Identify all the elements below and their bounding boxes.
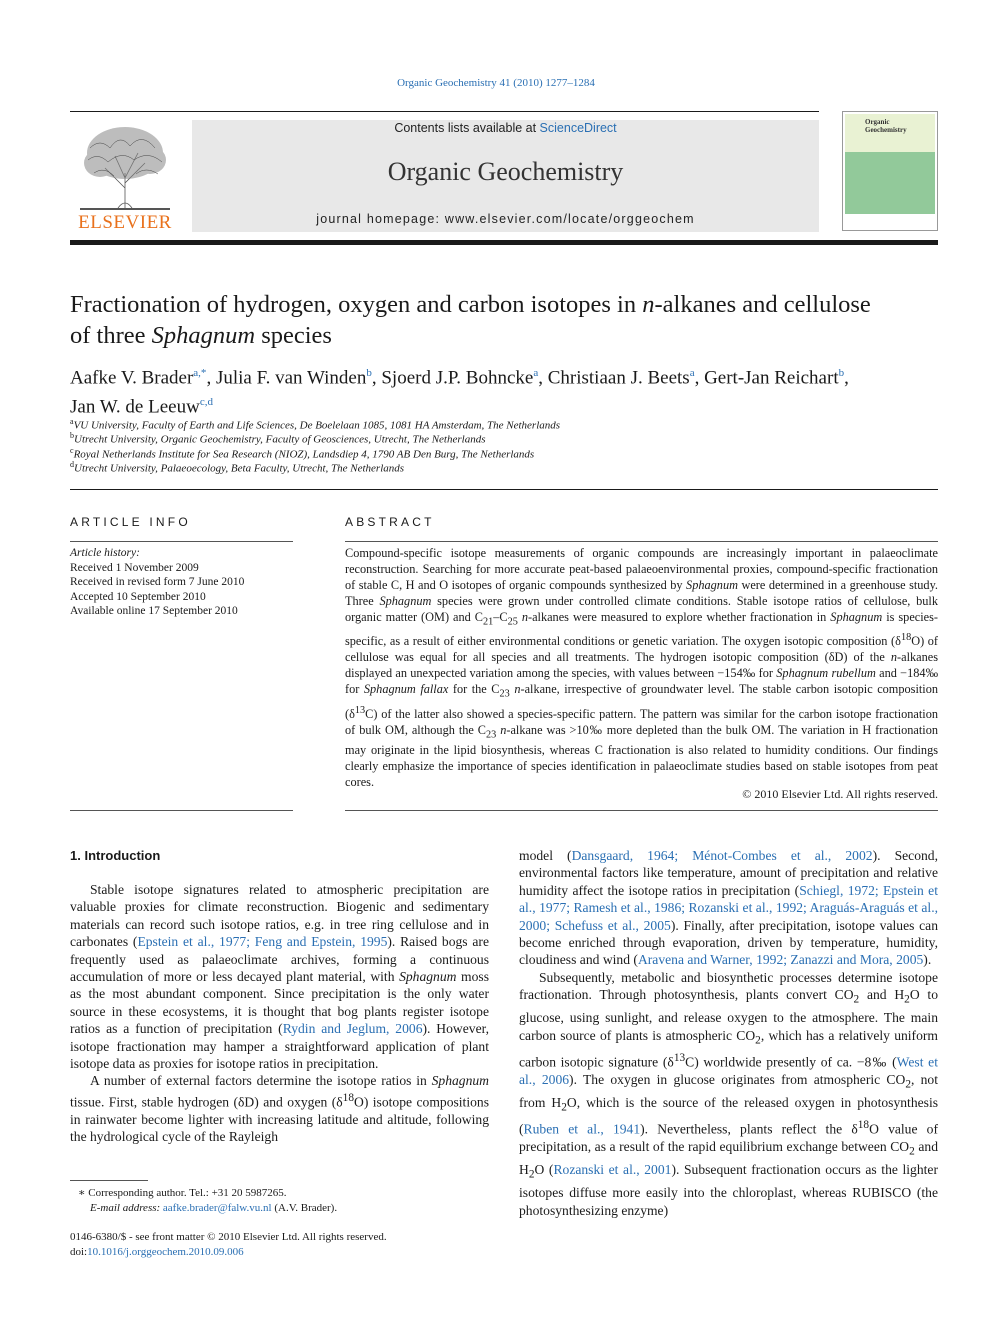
cover-title: Organic Geochemistry	[865, 118, 907, 134]
author-name[interactable]: Jan W. de Leeuw	[70, 396, 200, 418]
article-info-heading: ARTICLE INFO	[70, 515, 191, 529]
doi-link[interactable]: 10.1016/j.orggeochem.2010.09.006	[87, 1245, 244, 1258]
abstract-bottom-rule	[345, 810, 938, 811]
author-name[interactable]: Gert-Jan Reichart	[704, 367, 839, 389]
article-history: Article history: Received 1 November 2009 Received in revised form 7 June 2010 Accepted 10 September 2010 Available online 17 September 2010	[70, 547, 245, 618]
citation-link[interactable]: Dansgaard, 1964; Ménot-Combes et al., 2002	[571, 848, 873, 863]
abstract-heading: ABSTRACT	[345, 515, 435, 529]
paragraph: A number of external factors determine the isotope ratios in Sphagnum tissue. First, stable hydrogen (δD) and oxygen $(\delta^{18}O)$ isotope compositions in rainwater become lighter with increasing latitude and altitude, following the hydrological cycle of the Rayleigh	[70, 1073, 489, 1145]
abstract-body: Compound-specific isotope measurements of organic compounds are increasingly important in palaeoclimate reconstruction. Searching for more accurate peat-based palaeoenvironmental proxies, compound-specific fractionation of stable C, H and O isotopes of organic compounds synthesized by Sphagnum were determined in a greenhouse study. Three Sphagnum species were grown under controlled climate conditions. Stable isotope ratios of cellulose, bulk organic matter (OM) and $C_{21}-C_{25}$ n-alkanes were measured to explore whether fractionation in Sphagnum is species-specific, as a result of either environmental conditions or genetic variation. The oxygen isotopic composition $(\delta^{18}O)$ of cellulose was equal for all species and all treatments. The hydrogen isotopic composition (δD) of the n-alkanes displayed an unexpected variation among the species, with values between −154‰ for Sphagnum rubellum and −184‰ for Sphagnum fallax for the $C_{23}$ n-alkane, irrespective of groundwater level. The stable carbon isotopic composition $(\delta^{13}C)$ of the latter also showed a species-specific pattern. The pattern was similar for the carbon isotope fractionation of bulk OM, although the $C_{23}$ n-alkane was >10‰ more depleted than the bulk OM. The variation in H fractionation may originate in the lipid biosynthesis, whereas C fractionation is also related to humidity conditions. Our findings clearly emphasize the importance of species identification in palaeoclimate studies based on stable isotopes from peat cores.	[345, 546, 939, 789]
author-name[interactable]: Christiaan J. Beets	[547, 367, 690, 389]
citation-link[interactable]: West et al., 2006	[519, 1054, 938, 1087]
header-rule	[70, 240, 938, 245]
citation-link[interactable]: Rozanski et al., 2001	[553, 1162, 672, 1178]
paragraph: model (Dansgaard, 1964; Ménot-Combes et al., 2002). Second, environmental factors like temperature, amount of precipitation and relative humidity affect the isotope ratios in precipitation (Schiegl, 1972; Epstein et al., 1977; Ramesh et al., 1986; Rozanski et al., 1992; Araguás-Araguás et al., 2000; Schefuss et al., 2005). Finally, after precipitation, isotope values can become enriched through evaporation, driven by temperature, humidity, cloudiness and wind (Aravena and Warner, 1992; Zanazzi and Mora, 2005).	[519, 848, 938, 968]
affiliation: $^a$VU University, Faculty of Earth and Life Sciences, De Boelelaan 1085, 1081 HA Amsterdam, The Netherlands	[70, 417, 561, 432]
cover-header	[845, 114, 935, 152]
citation-link[interactable]: Rydin and Jeglum, 2006	[282, 1021, 423, 1037]
contents-availability: Contents lists available at ScienceDirect	[394, 121, 617, 135]
paragraph: Subsequently, metabolic and biosynthetic processes determine isotope fractionation. Through photosynthesis, plants convert $CO_2$ and $H_2O$ to glucose, using sunlight, and release oxygen to the atmosphere. The main carbon source of plants is atmospheric $CO_2$, which has a relatively uniform carbon isotopic signature $(\delta^{13}C)$ worldwide presently of ca. −8‰ (West et al., 2006). The oxygen in glucose originates from atmospheric $CO_2$, not from $H_2O$, which is the source of the released oxygen in photosynthesis (Ruben et al., 1941). Nevertheless, plants reflect the $\delta^{18}O$ value of precipitation, as a result of the rapid equilibrium exchange between $CO_2$ and $H_2O$ (Rozanski et al., 2001). Subsequent fractionation occurs as the lighter isotopes diffuse more easily into the chloroplast, whereas RUBISCO (the photosynthesizing enzyme)	[519, 969, 939, 1218]
top-divider	[70, 111, 819, 112]
footnote-rule	[70, 1180, 148, 1181]
journal-title: Organic Geochemistry	[387, 157, 624, 186]
citation-link[interactable]: Ruben et al., 1941	[523, 1121, 641, 1137]
article-info-rule	[70, 541, 293, 542]
article-title: Fractionation of hydrogen, oxygen and carbon isotopes in n-alkanes and cellulose of three Sphagnum species	[70, 291, 871, 349]
cover-body	[845, 152, 935, 214]
imprint: 0146-6380/$ - see front matter © 2010 Elsevier Ltd. All rights reserved. doi:10.1016/j.orggeochem.2010.09.006	[70, 1231, 387, 1258]
corresponding-author-footnote: ∗ Corresponding author. Tel.: +31 20 5987265. E-mail address: aafke.brader@falw.vu.nl (A.V. Brader).	[78, 1187, 338, 1214]
section-heading-introduction: 1. Introduction	[70, 848, 161, 863]
author-name[interactable]: Sjoerd J.P. Bohncke	[381, 367, 534, 389]
author-email-link[interactable]: aafke.brader@falw.vu.nl	[162, 1201, 272, 1214]
citation-link[interactable]: Schiegl, 1972; Epstein et al., 1977; Ramesh et al., 1986; Rozanski et al., 1992; Araguás-Araguás et al., 2000; Schefuss et al., 2005	[519, 882, 938, 933]
paragraph: Stable isotope signatures related to atmospheric precipitation are valuable proxies for climate reconstruction. Biogenic and sedimentary materials can record such isotope ratios, e.g. in tree ring cellulose and in carbonates (Epstein et al., 1977; Feng and Epstein, 1995). Raised bogs are frequently used as palaeoclimate archives, forming a continuous accumulation of more or less decayed plant material, with Sphagnum moss as the most abundant component. Since precipitation is the only water source in these ecosystems, it is thought that bog plants register isotope ratios as a function of precipitation (Rydin and Jeglum, 2006). However, isotope fractionation may hamper a straightforward application of plant isotope data as proxies for isotope ratios in precipitation.	[70, 882, 489, 1072]
asterisk-icon: ∗	[78, 1187, 86, 1199]
copyright-notice: © 2010 Elsevier Ltd. All rights reserved.	[742, 787, 938, 801]
journal-homepage[interactable]: journal homepage: www.elsevier.com/locate/orggeochem	[316, 212, 695, 226]
article-info-bottom-rule	[70, 810, 293, 811]
author-name[interactable]: Julia F. van Winden	[215, 367, 367, 389]
body-left-column	[70, 881, 489, 1146]
citation-link[interactable]: Aravena and Warner, 1992; Zanazzi and Mora, 2005	[637, 952, 924, 968]
affiliation: $^c$Royal Netherlands Institute for Sea Research (NIOZ), Landsdiep 4, 1790 AB Den Burg, The Netherlands	[70, 446, 535, 461]
body-right-column	[519, 847, 938, 1219]
affiliation: $^b$Utrecht University, Organic Geochemistry, Faculty of Geosciences, Utrecht, The Netherlands	[70, 431, 486, 446]
affiliations-divider	[70, 489, 938, 490]
author-name[interactable]: Aafke V. Brader	[70, 367, 194, 389]
sciencedirect-link[interactable]: ScienceDirect	[539, 121, 617, 135]
publisher-wordmark: ELSEVIER	[78, 212, 172, 233]
abstract-rule	[345, 541, 938, 542]
citation-link[interactable]: Epstein et al., 1977; Feng and Epstein, 1995	[137, 934, 388, 950]
journal-reference[interactable]: Organic Geochemistry 41 (2010) 1277–1284	[397, 77, 595, 89]
affiliation: $^d$Utrecht University, Palaeoecology, Beta Faculty, Utrecht, The Netherlands	[70, 460, 405, 475]
author-list: Aafke V. Brader$^{a,*}$, Julia F. van Winden$^b$, Sjoerd J.P. Bohncke$^a$, Christiaan J. Beets$^a$, Gert-Jan Reichart$^b$, Jan W. de Leeuw$^{c,d}$	[70, 367, 849, 418]
